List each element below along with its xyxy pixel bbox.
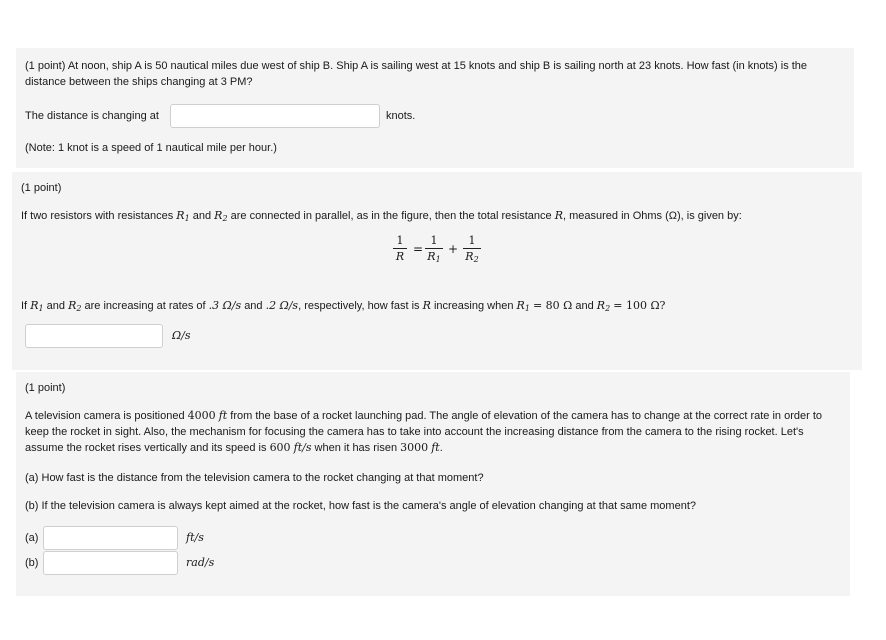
rocket-height: 3000	[400, 441, 429, 454]
condition-2-value: = 100 Ω?	[613, 299, 666, 312]
problem-1-panel	[16, 48, 854, 168]
rocket-speed: 600	[269, 441, 291, 454]
formula-plus: +	[448, 242, 459, 256]
r-symbol: R	[554, 209, 563, 222]
problem-1-note: (Note: 1 knot is a speed of 1 nautical mile per hour.)	[25, 142, 277, 154]
problem-1-answer-label: The distance is changing at	[25, 110, 159, 122]
r1-symbol: $R_1$	[176, 209, 190, 223]
formula-lhs-fraction: 1 R	[393, 234, 407, 263]
problem-3-panel	[16, 372, 850, 596]
problem-2-unit: Ω/s	[172, 329, 191, 342]
condition-1-value: = 80 Ω	[532, 299, 573, 312]
problem-2-points: (1 point)	[21, 182, 62, 194]
problem-1-points: (1 point)	[25, 60, 66, 72]
part-b-question: (b) If the television camera is always kept aimed at the rocket, how fast is the camera's angle of elevation changing at that same moment?	[25, 500, 696, 512]
problem-2-intro: If two resistors with resistances $R_1$ and $R_2$ are connected in parallel, as in the figure, then the total resistance R, measured in Ohms (Ω), is given by:	[21, 209, 742, 223]
problem-1-unit: knots.	[386, 110, 416, 122]
formula-term-1: 1 $R_1$	[425, 234, 443, 266]
r2-symbol: $R_2$	[214, 209, 228, 223]
problem-3-statement: A television camera is positioned 4000 ft from the base of a rocket launching pad. The angle of elevation of the camera has to change at the correct rate in order to keep the rocket in sight. Also, the mechanism for focusing the camera has to take into account the increasing distance from the camera to the rising rocket. Let's assume the rocket rises vertically and its speed is 600 ft/s when it has risen 3000 ft.	[25, 409, 822, 454]
problem-2-question: If $R_1$ and $R_2$ are increasing at rates of .3 Ω/s and .2 Ω/s, respectively, how fast is R increasing when $R_1 = 80$ Ω and $R_2 = 100$ Ω?	[21, 299, 666, 313]
part-a-unit: ft/s	[186, 531, 204, 544]
problem-2-answer-input[interactable]	[25, 324, 163, 348]
formula-equals: =	[413, 242, 424, 256]
formula-term-2: 1 $R_2$	[463, 234, 481, 266]
problem-2-panel	[12, 172, 862, 370]
camera-distance: 4000	[187, 409, 216, 422]
rate-1: .3 Ω/s	[208, 299, 242, 312]
problem-3-points: (1 point)	[25, 382, 66, 394]
part-b-answer-input[interactable]	[43, 551, 178, 575]
part-a-answer-input[interactable]	[43, 526, 178, 550]
part-a-label: (a)	[25, 532, 39, 544]
part-a-question: (a) How fast is the distance from the television camera to the rocket changing at that moment?	[25, 472, 484, 484]
problem-1-text: At noon, ship A is 50 nautical miles due west of ship B. Ship A is sailing west at 15 knots and ship B is sailing north at 23 knots. How fast (in knots) is the distance between the ships changing at 3 PM?	[25, 60, 808, 88]
problem-1-answer-input[interactable]	[170, 104, 380, 128]
part-b-label: (b)	[25, 557, 39, 569]
part-b-unit: rad/s	[186, 556, 215, 569]
problem-1-statement	[25, 58, 847, 90]
rate-2: .2 Ω/s	[265, 299, 299, 312]
